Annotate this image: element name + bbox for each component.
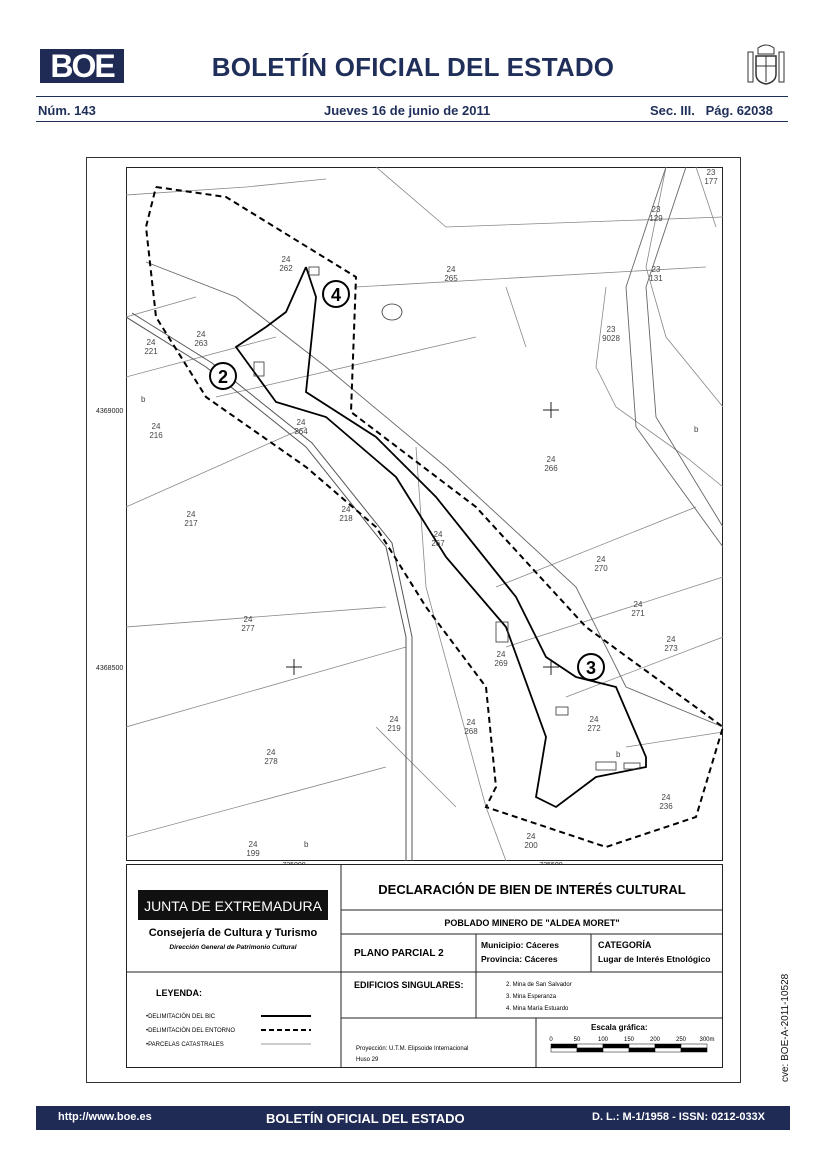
parcel-id: 217: [184, 519, 198, 528]
parcel-label: 23: [651, 205, 661, 214]
parcel-label: 24: [243, 615, 253, 624]
marker-4: 4: [330, 285, 342, 305]
municipio: Municipio: Cáceres: [481, 940, 559, 950]
leyenda-label: LEYENDA:: [156, 988, 203, 998]
section-page: Sec. III. Pág. 62038: [650, 103, 773, 118]
parcel-label: 24: [446, 265, 456, 274]
marker-3: 3: [585, 658, 597, 678]
footer-bar: [36, 1106, 790, 1130]
marker-2: 2: [217, 367, 229, 387]
scale-segment: [629, 1044, 655, 1048]
parcel-label: 23: [706, 168, 716, 177]
legend-panel: [126, 864, 723, 1068]
parcel-label: 24: [546, 455, 556, 464]
header-rule: [36, 96, 788, 97]
parcel-label: 24: [666, 635, 676, 644]
svg-text:BOE: BOE: [50, 48, 114, 84]
scale-segment: [577, 1044, 603, 1048]
parcel-label: 24: [496, 650, 506, 659]
plano-label: PLANO PARCIAL 2: [354, 948, 444, 959]
parcel-id: 272: [587, 724, 601, 733]
legend-item-bic: •DELIMITACIÓN DEL BIC: [146, 1014, 216, 1020]
scale-tick: 200: [649, 1037, 661, 1043]
scale-tick: 300m: [699, 1037, 715, 1043]
scale-segment: [603, 1048, 629, 1052]
parcel-id: 262: [279, 264, 293, 273]
cve-note: cve: BOE-A-2011-10528: [780, 973, 791, 1082]
dg-name: Dirección General de Patrimonio Cultural: [169, 944, 297, 951]
huso: Huso 29: [356, 1057, 379, 1063]
parcel-label: 24: [186, 510, 196, 519]
parcel-id: 221: [144, 347, 158, 356]
issue-number: Núm. 143: [38, 103, 96, 118]
issue-date: Jueves 16 de junio de 2011: [324, 103, 491, 118]
scale-tick: 250: [675, 1037, 687, 1043]
label-b: b: [694, 425, 699, 434]
parcel-id: 277: [241, 624, 255, 633]
header-rule-bottom: [36, 121, 788, 122]
legend-subtitle: POBLADO MINERO DE "ALDEA MORET": [444, 918, 620, 928]
label-b: b: [616, 750, 621, 759]
cadastral-map: [96, 167, 723, 861]
edificios-label: EDIFICIOS SINGULARES:: [354, 980, 464, 990]
parcel-id: 273: [664, 644, 678, 653]
scale-segment: [629, 1048, 655, 1052]
scale-tick: 50: [573, 1037, 581, 1043]
scale-segment: [551, 1044, 577, 1048]
parcel-id: 263: [194, 339, 208, 348]
parcel-label: 24: [341, 505, 351, 514]
parcel-label: 24: [146, 338, 156, 347]
edificio-item: 3. Mina Esperanza: [506, 994, 557, 1000]
boe-logo: [40, 49, 124, 83]
parcel-label: 23: [651, 265, 661, 274]
parcel-label: 24: [196, 330, 206, 339]
coat-of-arms-icon: [744, 42, 788, 88]
parcel-label: 24: [281, 255, 291, 264]
parcel-label: 24: [633, 600, 643, 609]
footer-url[interactable]: http://www.boe.es: [58, 1111, 152, 1123]
parcel-label: 24: [389, 715, 399, 724]
scale-segment: [603, 1044, 629, 1048]
edificio-item: 2. Mina de San Salvador: [506, 982, 572, 988]
coord-y1: 4369000: [96, 408, 124, 415]
parcel-id: 264: [294, 427, 308, 436]
parcel-id: 236: [659, 802, 673, 811]
parcel-id: 265: [444, 274, 458, 283]
parcel-id: 216: [149, 431, 163, 440]
parcel-label: 24: [466, 718, 476, 727]
parcel-label: 24: [596, 555, 606, 564]
parcel-label: 24: [433, 530, 443, 539]
parcel-id: 131: [649, 274, 663, 283]
scale-label: Escala gráfica:: [591, 1023, 648, 1032]
legend-item-parcelas: •PARCELAS CATASTRALES: [146, 1042, 224, 1048]
scale-segment: [681, 1044, 707, 1048]
scale-segment: [655, 1044, 681, 1048]
parcel-id: 9028: [602, 334, 620, 343]
scale-segment: [551, 1048, 577, 1052]
parcel-label: 24: [661, 793, 671, 802]
parcel-id: 129: [649, 214, 663, 223]
coord-y2: 4368500: [96, 665, 124, 672]
parcel-label: 24: [526, 832, 536, 841]
categoria-value: Lugar de Interés Etnológico: [598, 954, 711, 964]
label-b: b: [141, 395, 146, 404]
parcel-id: 267: [431, 539, 445, 548]
scale-segment: [655, 1048, 681, 1052]
parcel-label: 24: [589, 715, 599, 724]
parcel-id: 200: [524, 841, 538, 850]
scale-segment: [681, 1048, 707, 1052]
parcel-id: 266: [544, 464, 558, 473]
parcel-label: 24: [266, 748, 276, 757]
parcel-label: 24: [151, 422, 161, 431]
footer-title: BOLETÍN OFICIAL DEL ESTADO: [266, 1111, 465, 1126]
parcel-id: 278: [264, 757, 278, 766]
scale-segment: [577, 1048, 603, 1052]
parcel-id: 268: [464, 727, 478, 736]
label-b: b: [304, 840, 309, 849]
parcel-id: 218: [339, 514, 353, 523]
org-name: JUNTA DE EXTREMADURA: [144, 898, 322, 914]
parcel-id: 199: [246, 849, 260, 858]
dept-name: Consejería de Cultura y Turismo: [148, 927, 318, 939]
scale-tick: 0: [549, 1037, 553, 1043]
parcel-id: 177: [704, 177, 718, 186]
provincia: Provincia: Cáceres: [481, 954, 558, 964]
parcel-id: 269: [494, 659, 508, 668]
parcel-label: 24: [248, 840, 258, 849]
page-title: BOLETÍN OFICIAL DEL ESTADO: [211, 52, 615, 82]
scale-tick: 100: [597, 1037, 609, 1043]
parcel-id: 270: [594, 564, 608, 573]
footer-dl: D. L.: M-1/1958 - ISSN: 0212-033X: [592, 1111, 766, 1123]
parcel-label: 23: [606, 325, 616, 334]
parcel-id: 219: [387, 724, 401, 733]
scale-tick: 150: [623, 1037, 635, 1043]
legend-item-entorno: •DELIMITACIÓN DEL ENTORNO: [146, 1028, 236, 1034]
parcel-id: 271: [631, 609, 645, 618]
legend-title: DECLARACIÓN DE BIEN DE INTERÉS CULTURAL: [378, 882, 686, 897]
edificio-item: 4. Mina María Estuardo: [506, 1006, 569, 1012]
projection: Proyección: U.T.M. Elipsoide Internacional: [356, 1046, 469, 1052]
parcel-label: 24: [296, 418, 306, 427]
categoria-label: CATEGORÍA: [598, 940, 652, 950]
